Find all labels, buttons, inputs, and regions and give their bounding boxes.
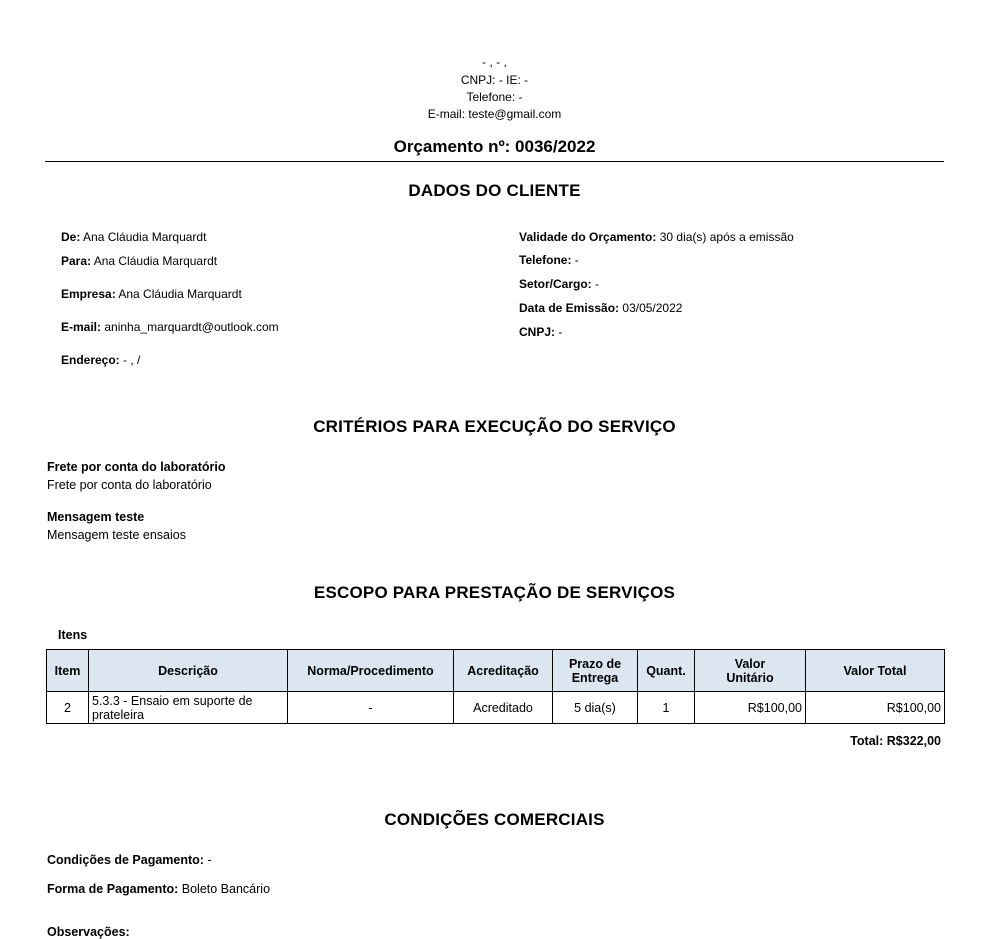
header-line: Valor (734, 656, 766, 671)
field-label: Telefone: (519, 253, 572, 267)
field-value: Ana Cláudia Marquardt (118, 287, 242, 301)
client-phone (519, 253, 579, 267)
table-row (47, 692, 945, 724)
client-company (61, 287, 242, 301)
quote-total: Total: R$322,00 (850, 734, 941, 748)
column-header-total-value: Valor Total (806, 650, 945, 692)
field-value: - (595, 277, 600, 291)
cell-quantity: 1 (638, 692, 695, 724)
field-label: Empresa: (61, 287, 116, 301)
column-header-unit-value (695, 650, 806, 692)
criteria-item-text: Frete por conta do laboratório (47, 478, 212, 492)
cell-unit-value: R$100,00 (695, 692, 806, 724)
field-label: Observações: (47, 925, 130, 939)
issue-date (519, 301, 682, 315)
field-value: - (207, 853, 212, 867)
client-address (61, 353, 140, 367)
items-table (46, 649, 945, 724)
field-value: 30 dia(s) após a emissão (659, 230, 794, 244)
field-label: De: (61, 230, 81, 244)
column-header-description: Descrição (89, 650, 288, 692)
client-sector (519, 277, 599, 291)
cell-total-value: R$100,00 (806, 692, 945, 724)
field-value: 03/05/2022 (622, 301, 683, 315)
column-header-item: Item (47, 650, 89, 692)
field-label: Condições de Pagamento: (47, 853, 204, 867)
field-label: Data de Emissão: (519, 301, 620, 315)
cell-deadline: 5 dia(s) (553, 692, 638, 724)
client-email (61, 320, 279, 334)
field-label: Setor/Cargo: (519, 277, 592, 291)
header-cnpj: CNPJ: - IE: - (460, 73, 529, 87)
payment-conditions (47, 853, 212, 867)
cell-item: 2 (47, 692, 89, 724)
field-value: - (574, 253, 579, 267)
criteria-item-title: Frete por conta do laboratório (47, 460, 226, 474)
quote-validity (519, 230, 794, 244)
field-value: - (558, 325, 563, 339)
cell-accreditation: Acreditado (454, 692, 553, 724)
client-section-title: DADOS DO CLIENTE (408, 181, 581, 200)
field-label: Validade do Orçamento: (519, 230, 657, 244)
field-label: CNPJ: (519, 325, 556, 339)
field-value: Ana Cláudia Marquardt (93, 254, 218, 268)
criteria-section-title: CRITÉRIOS PARA EXECUÇÃO DO SERVIÇO (313, 417, 676, 436)
commercial-section-title: CONDIÇÕES COMERCIAIS (384, 810, 605, 829)
client-to (61, 254, 217, 268)
client-from (61, 230, 206, 244)
items-label: Itens (58, 628, 88, 642)
scope-section-title: ESCOPO PARA PRESTAÇÃO DE SERVIÇOS (313, 583, 676, 602)
field-value: aninha_marquardt@outlook.com (104, 320, 279, 334)
header-divider (45, 161, 944, 162)
header-email: E-mail: teste@gmail.com (427, 107, 562, 121)
criteria-item-title: Mensagem teste (47, 510, 145, 524)
column-header-accreditation: Acreditação (454, 650, 553, 692)
cell-norm: - (288, 692, 454, 724)
quote-title: Orçamento nº: 0036/2022 (393, 137, 596, 156)
header-phone: Telefone: - (466, 90, 523, 104)
cell-description: 5.3.3 - Ensaio em suporte de prateleira (89, 692, 288, 724)
field-value: Boleto Bancário (181, 882, 271, 896)
field-label: Endereço: (61, 353, 120, 367)
field-label: Para: (61, 254, 92, 268)
header-line: Entrega (571, 670, 619, 685)
header-line: Unitário (726, 670, 774, 685)
column-header-norm: Norma/Procedimento (288, 650, 454, 692)
field-value: Ana Cláudia Marquardt (83, 230, 207, 244)
header-line: Prazo de (568, 656, 622, 671)
payment-method (47, 882, 270, 896)
column-header-quantity: Quant. (638, 650, 695, 692)
column-header-deadline (553, 650, 638, 692)
client-cnpj (519, 325, 562, 339)
field-label: E-mail: (61, 320, 102, 334)
table-header-row (47, 650, 945, 692)
field-value: - , / (123, 353, 141, 367)
observations-label (47, 925, 130, 939)
criteria-item-text: Mensagem teste ensaios (47, 528, 186, 542)
field-label: Forma de Pagamento: (47, 882, 179, 896)
header-partial-line: - , - , (482, 55, 507, 69)
